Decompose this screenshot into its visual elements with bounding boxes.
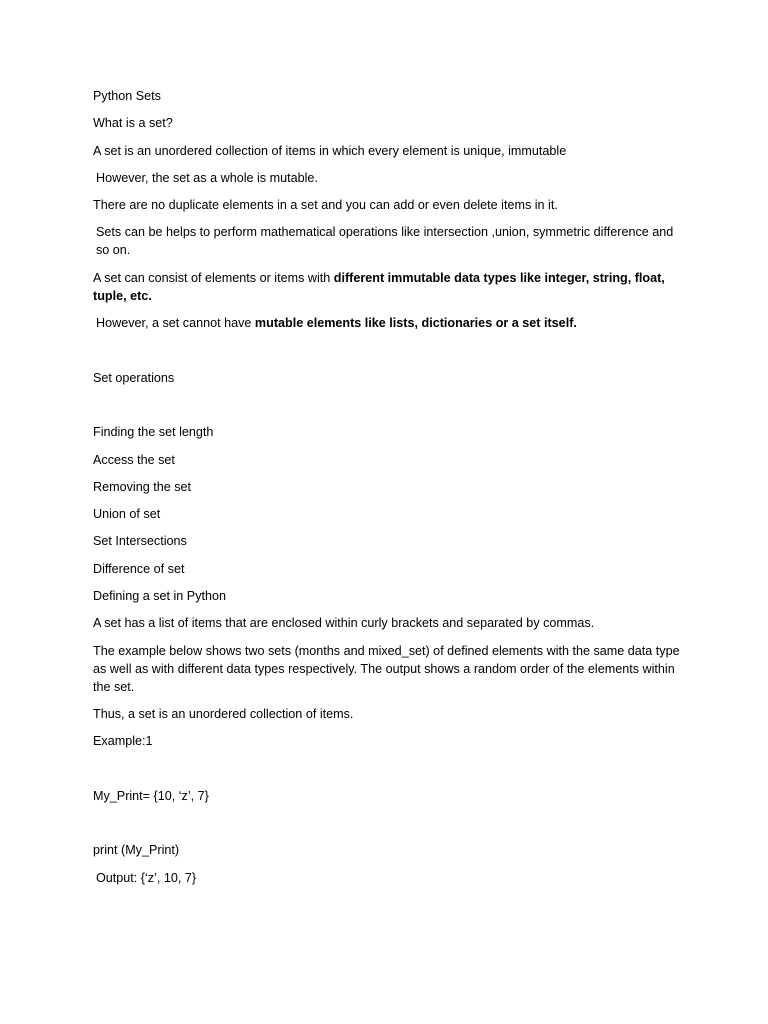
definition-paragraph-5	[93, 269, 683, 305]
defining-set-heading: Defining a set in Python	[93, 589, 227, 604]
definition-5-text: A set can consist of elements or items with	[93, 270, 334, 285]
example-label: Example:1	[93, 734, 153, 749]
question-what-is-set: What is a set?	[93, 116, 173, 131]
blank-line	[93, 341, 683, 359]
operation-item: Union of set	[93, 507, 161, 522]
definition-6-bold-text: mutable elements like lists, dictionaries or a set itself.	[254, 316, 577, 331]
definition-paragraph-4: Sets can be helps to perform mathematical operations like intersection ,union, symmetric difference and so on.	[96, 225, 674, 258]
blank-line	[93, 396, 683, 414]
definition-paragraph-2: However, the set as a whole is mutable.	[96, 170, 318, 185]
definition-paragraph-3: There are no duplicate elements in a set and you can add or even delete items in it.	[93, 198, 558, 213]
document-title: Python Sets	[93, 89, 161, 103]
blank-line	[93, 760, 683, 778]
set-operations-heading: Set operations	[93, 370, 175, 385]
operation-item: Set Intersections	[93, 534, 187, 549]
definition-6-text: However, a set cannot have	[96, 316, 255, 331]
operation-item: Access the set	[93, 452, 175, 467]
operation-item: Removing the set	[93, 479, 192, 494]
definition-paragraph-6	[93, 314, 683, 332]
code-assignment: My_Print= {10, ‘z’, 7}	[93, 788, 209, 803]
defining-paragraph-2: The example below shows two sets (months and mixed_set) of defined elements with the same data type as well as with different data types respectively. The output shows a random order of the elements within the set.	[93, 643, 680, 694]
document-body	[93, 87, 683, 896]
code-print-statement: print (My_Print)	[93, 843, 180, 858]
operation-item: Difference of set	[93, 561, 185, 576]
code-output: Output: {‘z’, 10, 7}	[96, 870, 197, 885]
defining-paragraph-3: Thus, a set is an unordered collection of items.	[93, 706, 354, 721]
defining-paragraph-1: A set has a list of items that are enclosed within curly brackets and separated by commas.	[93, 616, 595, 631]
definition-paragraph-1: A set is an unordered collection of items in which every element is unique, immutable	[93, 143, 567, 158]
definition-5-bold-text: different immutable data types like integer, string, float, tuple, etc.	[93, 270, 665, 303]
operation-item: Finding the set length	[93, 425, 214, 440]
blank-line	[93, 814, 683, 832]
